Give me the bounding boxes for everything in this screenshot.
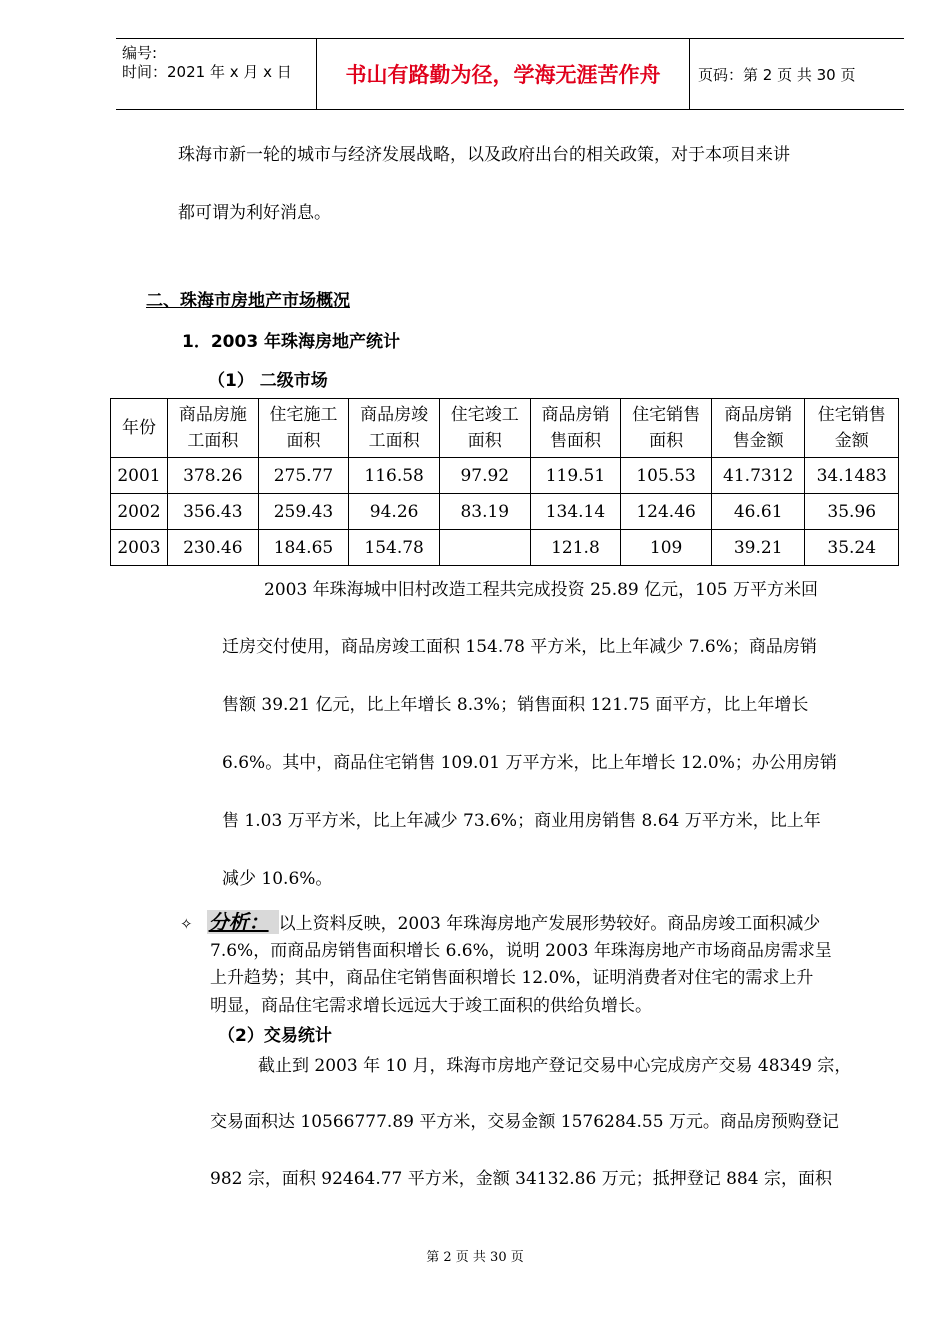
table-row xyxy=(111,530,899,566)
col-header: 住宅竣工 面积 xyxy=(439,399,530,458)
analysis-text-1: 以上资料反映，2003 年珠海房地产发展形势较好。商品房竣工面积减少 xyxy=(278,914,821,934)
bullet-diamond-icon: ✧ xyxy=(180,915,193,933)
table-cell: 34.1483 xyxy=(805,458,899,494)
col-header: 商品房竣 工面积 xyxy=(349,399,440,458)
table-cell: 41.7312 xyxy=(711,458,805,494)
table-cell: 121.8 xyxy=(530,530,621,566)
para1-line-5: 售 1.03 万平方米，比上年减少 73.6%；商业用房销售 8.64 万平方米，比上年 xyxy=(222,811,821,831)
transaction-stats-title: （2）交易统计 xyxy=(218,1026,332,1046)
col-header-year: 年份 xyxy=(111,399,168,458)
serial-label: 编号: xyxy=(122,44,158,62)
table-cell: 2001 xyxy=(111,458,168,494)
table-cell: 46.61 xyxy=(711,494,805,530)
table-row xyxy=(111,494,899,530)
table-cell: 124.46 xyxy=(621,494,712,530)
table-cell: 35.96 xyxy=(805,494,899,530)
analysis-line-4: 明显，商品住宅需求增长远远大于竣工面积的供给负增长。 xyxy=(210,996,652,1016)
table-cell xyxy=(439,530,530,566)
col-header: 住宅销售 面积 xyxy=(621,399,712,458)
table-cell: 119.51 xyxy=(530,458,621,494)
page-footer: 第 2 页 共 30 页 xyxy=(426,1250,524,1265)
subsection-title: 1．2003 年珠海房地产统计 xyxy=(182,332,401,352)
para1-line-6: 减少 10.6%。 xyxy=(222,869,333,889)
col-header: 商品房销 售金额 xyxy=(711,399,805,458)
table-cell: 2003 xyxy=(111,530,168,566)
table-cell: 184.65 xyxy=(258,530,349,566)
table-cell: 94.26 xyxy=(349,494,440,530)
table-cell: 35.24 xyxy=(805,530,899,566)
table-cell: 154.78 xyxy=(349,530,440,566)
table-cell: 134.14 xyxy=(530,494,621,530)
time-label: 时间：2021 年 x 月 x 日 xyxy=(122,63,292,81)
intro-line-2: 都可谓为利好消息。 xyxy=(178,203,331,223)
col-header: 住宅施工 面积 xyxy=(258,399,349,458)
para1-line-2: 迁房交付使用，商品房竣工面积 154.78 平方米，比上年减少 7.6%；商品房销 xyxy=(222,637,817,657)
section-title: 二、珠海市房地产市场概况 xyxy=(146,291,350,311)
table-header-row xyxy=(111,399,899,458)
table-cell: 378.26 xyxy=(168,458,259,494)
analysis-line-1 xyxy=(180,906,820,935)
page-header xyxy=(116,38,904,110)
para1-line-1: 2003 年珠海城中旧村改造工程共完成投资 25.89 亿元，105 万平方米回 xyxy=(264,580,818,600)
secondary-market-title: （1） 二级市场 xyxy=(208,371,328,391)
table-cell: 97.92 xyxy=(439,458,530,494)
col-header: 商品房施 工面积 xyxy=(168,399,259,458)
para2-line-2: 交易面积达 10566777.89 平方米，交易金额 1576284.55 万元。商品房预购登记 xyxy=(210,1112,839,1132)
para1-line-4: 6.6%。其中，商品住宅销售 109.01 万平方米，比上年增长 12.0%；办公用房销 xyxy=(222,753,837,773)
table-cell: 39.21 xyxy=(711,530,805,566)
table-cell: 356.43 xyxy=(168,494,259,530)
intro-line-1: 珠海市新一轮的城市与经济发展战略，以及政府出台的相关政策，对于本项目来讲 xyxy=(178,145,790,165)
table-cell: 109 xyxy=(621,530,712,566)
para2-line-1: 截止到 2003 年 10 月，珠海市房地产登记交易中心完成房产交易 48349 宗， xyxy=(258,1056,852,1076)
col-header: 住宅销售 金额 xyxy=(805,399,899,458)
para2-line-3: 982 宗，面积 92464.77 平方米，金额 34132.86 万元；抵押登记 884 宗，面积 xyxy=(210,1169,832,1189)
analysis-label: 分析： xyxy=(207,910,279,934)
analysis-line-3: 上升趋势；其中，商品住宅销售面积增长 12.0%，证明消费者对住宅的需求上升 xyxy=(210,968,814,988)
analysis-line-2: 7.6%，而商品房销售面积增长 6.6%，说明 2003 年珠海房地产市场商品房需求呈 xyxy=(210,941,832,961)
header-motto: 书山有路勤为径，学海无涯苦作舟 xyxy=(316,39,690,109)
table-cell: 83.19 xyxy=(439,494,530,530)
table-row xyxy=(111,458,899,494)
header-meta xyxy=(116,39,316,109)
table-cell: 2002 xyxy=(111,494,168,530)
col-header: 商品房销 售面积 xyxy=(530,399,621,458)
table-cell: 230.46 xyxy=(168,530,259,566)
header-page-info: 页码：第 2 页 共 30 页 xyxy=(698,65,856,84)
table-cell: 259.43 xyxy=(258,494,349,530)
table-cell: 275.77 xyxy=(258,458,349,494)
real-estate-stats-table xyxy=(110,398,899,566)
para1-line-3: 售额 39.21 亿元，比上年增长 8.3%；销售面积 121.75 面平方，比上年增长 xyxy=(222,695,809,715)
table-cell: 105.53 xyxy=(621,458,712,494)
table-cell: 116.58 xyxy=(349,458,440,494)
